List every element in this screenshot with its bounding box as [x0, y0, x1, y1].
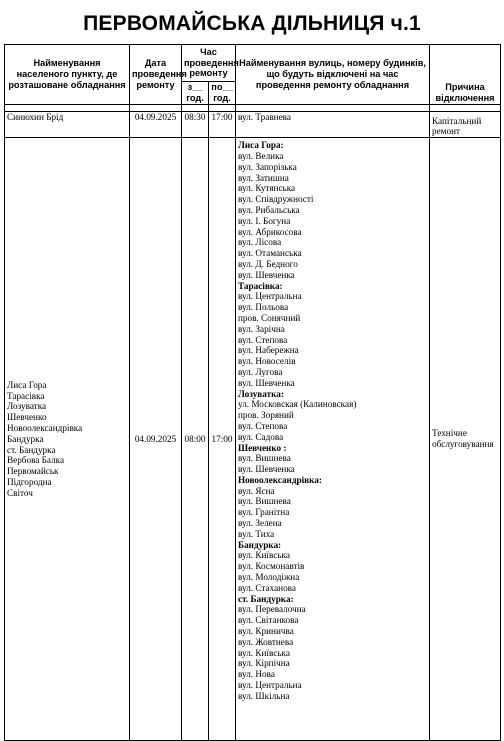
row-street: вул. Травнева: [236, 111, 430, 138]
street-item: вул. Перевалочна: [238, 604, 306, 615]
page-title: ПЕРВОМАЙСЬКА ДІЛЬНИЦЯ ч.1: [83, 12, 421, 35]
header-settlement: Найменування населеного пункту, де розташоване обладнання: [5, 45, 130, 105]
street-group-heading: Шевченко :: [238, 442, 287, 453]
street-group-heading: Бандурка:: [238, 539, 282, 550]
street-item: вул. Садова: [238, 431, 284, 442]
street-item: вул. Запорізька: [238, 161, 297, 172]
table-row: [5, 138, 501, 741]
street-item: вул. Отаманська: [238, 248, 302, 259]
street-item: вул. Центральна: [238, 680, 302, 691]
table-row: [5, 111, 501, 138]
street-item: вул. Кутянська: [238, 183, 296, 194]
header-row: [5, 45, 501, 82]
street-item: вул. Зарічна: [238, 323, 285, 334]
street-item: вул. Лісова: [238, 237, 282, 248]
street-item: вул. Київська: [238, 647, 290, 658]
settlement-item: Вербова Балка: [7, 455, 65, 466]
row-settlement: Синюхин Брід: [5, 111, 130, 138]
header-streets: Найменування вулиць, номеру будинків, що будуть відключені на час проведення ремонту обладнання: [236, 45, 430, 105]
street-item: вул. Центральна: [238, 291, 302, 302]
street-item: вул. Вишнева: [238, 453, 291, 464]
settlement-item: Новоолександрівка: [7, 422, 83, 433]
header-reason-top: [430, 45, 501, 82]
street-item: вул. Набережна: [238, 345, 299, 356]
street-item: вул. Абрикосова: [238, 226, 302, 237]
spacer-row: [5, 104, 501, 111]
settlement-item: Світоч: [7, 487, 33, 498]
street-item: вул. Степова: [238, 420, 288, 431]
street-item: ул. Московская (Калиновская): [238, 399, 357, 410]
street-group-heading: ст. Бандурка:: [238, 593, 294, 604]
street-item: вул. Зелена: [238, 518, 282, 529]
street-item: вул. Рибальська: [238, 204, 300, 215]
street-item: вул. Шевченка: [238, 269, 295, 280]
street-item: вул. Гранітна: [238, 507, 290, 518]
street-item: вул. Вишнева: [238, 496, 291, 507]
row-streets-list: [236, 138, 430, 741]
outage-table: [4, 44, 501, 741]
street-item: вул. Жовтнева: [238, 636, 294, 647]
street-item: вул. Київська: [238, 550, 290, 561]
settlement-item: Бандурка: [7, 433, 44, 444]
settlement-item: Шевченко: [7, 412, 47, 423]
street-item: вул. Затишна: [238, 172, 289, 183]
street-item: вул. Космонавтів: [238, 561, 305, 572]
street-item: вул. І. Богуна: [238, 215, 291, 226]
street-item: вул. Шкільна: [238, 690, 290, 701]
street-item: вул. Стаханова: [238, 582, 296, 593]
street-group-heading: Тарасівка:: [238, 280, 283, 291]
settlement-item: Лиса Гора: [7, 379, 47, 390]
street-item: вул. Степова: [238, 334, 288, 345]
row-reason: Капітальний ремонт: [430, 111, 501, 138]
header-to: по__ год.: [209, 82, 236, 105]
row-to: 17:00: [209, 138, 236, 741]
settlement-item: Підгородна: [7, 476, 52, 487]
row-date: 04.09.2025: [130, 138, 182, 741]
row-to: 17:00: [209, 111, 236, 138]
street-item: вул. Криничва: [238, 626, 294, 637]
street-item: вул. Польова: [238, 302, 289, 313]
street-item: вул. Молодіжна: [238, 572, 300, 583]
settlement-item: Первомайськ: [7, 466, 59, 477]
row-reason: Технічне обслуговування: [430, 138, 501, 741]
settlement-item: Лозуватка: [7, 401, 47, 412]
street-item: пров. Зоряний: [238, 410, 294, 421]
street-item: вул. Ясна: [238, 485, 275, 496]
settlement-item: Тарасівка: [7, 390, 45, 401]
street-group-heading: Лозуватка:: [238, 388, 284, 399]
row-date: 04.09.2025: [130, 111, 182, 138]
street-item: вул. Шевченка: [238, 377, 295, 388]
row-from: 08:00: [182, 138, 209, 741]
street-item: вул. Новоселів: [238, 356, 296, 367]
street-item: вул. Лугова: [238, 366, 283, 377]
row-settlements-list: [5, 138, 130, 741]
street-item: вул. Кірпічна: [238, 658, 290, 669]
street-item: вул. Тиха: [238, 528, 275, 539]
street-item: вул. Світанкова: [238, 615, 299, 626]
header-date: Дата проведення ремонту: [130, 45, 182, 105]
street-group-heading: Новоолександрівка:: [238, 474, 322, 485]
street-item: вул. Велика: [238, 150, 284, 161]
street-item: пров. Сонячний: [238, 312, 301, 323]
header-time: Час проведення ремонту: [182, 45, 236, 82]
row-from: 08:30: [182, 111, 209, 138]
street-item: вул. Д. Бедного: [238, 258, 298, 269]
header-from: з__ год.: [182, 82, 209, 105]
settlement-item: ст. Бандурка: [7, 444, 56, 455]
street-item: вул. Шевченка: [238, 464, 295, 475]
street-item: вул. Нова: [238, 669, 275, 680]
header-reason: Причина відключення: [430, 82, 501, 105]
street-item: вул. Співдружності: [238, 194, 314, 205]
street-group-heading: Лиса Гора:: [238, 140, 284, 151]
